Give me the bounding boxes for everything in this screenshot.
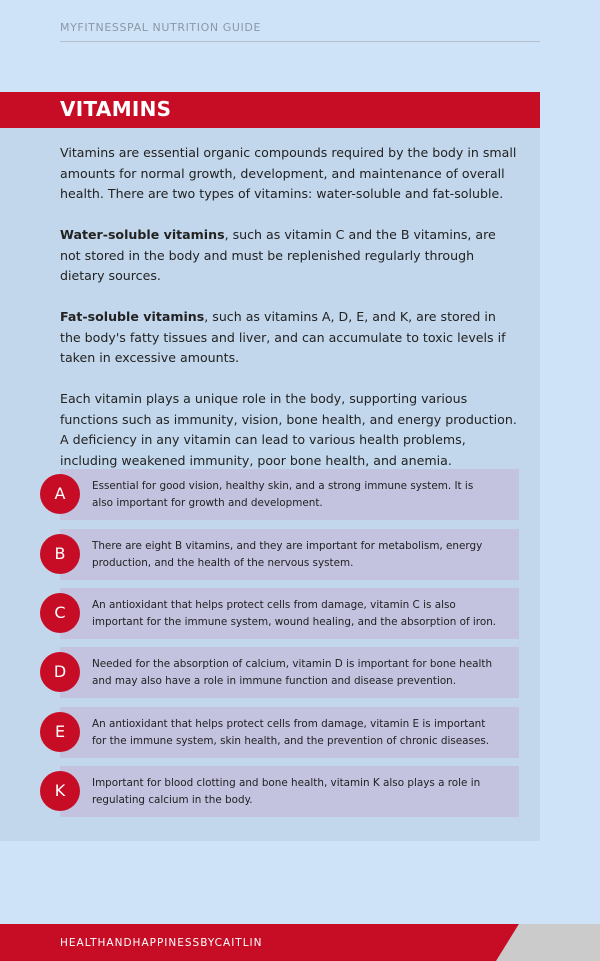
vitamin-description-c: An antioxidant that helps protect cells from damage, vitamin C is also important for the immune system, wound healing, and the absorption of iron.	[92, 599, 497, 628]
header-title: MYFITNESSPAL NUTRITION GUIDE	[60, 21, 261, 34]
vitamin-badge-e: E	[40, 712, 80, 752]
intro-text	[60, 143, 520, 492]
header-divider	[60, 41, 540, 42]
vitamin-card-b	[54, 529, 519, 580]
vitamin-card-e	[54, 707, 519, 758]
vitamin-card-a	[54, 469, 519, 520]
section-title: VITAMINS	[60, 97, 172, 121]
vitamin-description-b: There are eight B vitamins, and they are important for metabolism, energy production, and the health of the nervous system.	[92, 540, 483, 569]
roles-paragraph: Each vitamin plays a unique role in the body, supporting various functions such as immunity, vision, bone health, and energy production. A deficiency in any vitamin can lead to various health problems, including weakened immunity, poor bone health, and anemia.	[60, 391, 517, 468]
vitamin-description-d: Needed for the absorption of calcium, vitamin D is important for bone health and may also have a role in immune function and disease prevention.	[92, 658, 493, 687]
vitamin-card-d	[53, 647, 519, 698]
vitamin-badge-c: C	[40, 593, 80, 633]
vitamin-badge-k: K	[40, 771, 80, 811]
fat-soluble-paragraph	[60, 307, 520, 369]
water-soluble-description: , such as vitamin C and the B vitamins, are not stored in the body and must be replenished regularly through dietary sources.	[60, 227, 496, 283]
vitamin-description-a: Essential for good vision, healthy skin, and a strong immune system. It is also important for growth and development.	[92, 480, 474, 509]
vitamin-badge-a: A	[40, 474, 80, 514]
vitamin-card-c	[54, 588, 519, 639]
water-soluble-paragraph	[60, 225, 520, 287]
vitamin-badge-b: B	[40, 534, 80, 574]
vitamin-description-k: Important for blood clotting and bone health, vitamin K also plays a role in regulating calcium in the body.	[92, 777, 481, 806]
fat-soluble-description: , such as vitamins A, D, E, and K, are stored in the body's fatty tissues and liver, and can accumulate to toxic levels if taken in excessive amounts.	[60, 309, 506, 365]
vitamin-description-e: An antioxidant that helps protect cells from damage, vitamin E is important for the immune system, skin health, and the prevention of chronic diseases.	[92, 718, 490, 747]
vitamin-card-k	[54, 766, 519, 817]
intro-paragraph: Vitamins are essential organic compounds required by the body in small amounts for normal growth, development, and maintenance of overall health. There are two types of vitamins: water-soluble and fat-soluble.	[60, 145, 517, 201]
water-soluble-term: Water-soluble vitamins	[60, 227, 225, 242]
fat-soluble-term: Fat-soluble vitamins	[60, 309, 205, 324]
footer-text: HEALTHANDHAPPINESSBYCAITLIN	[60, 937, 263, 949]
vitamin-badge-d: D	[40, 652, 80, 692]
